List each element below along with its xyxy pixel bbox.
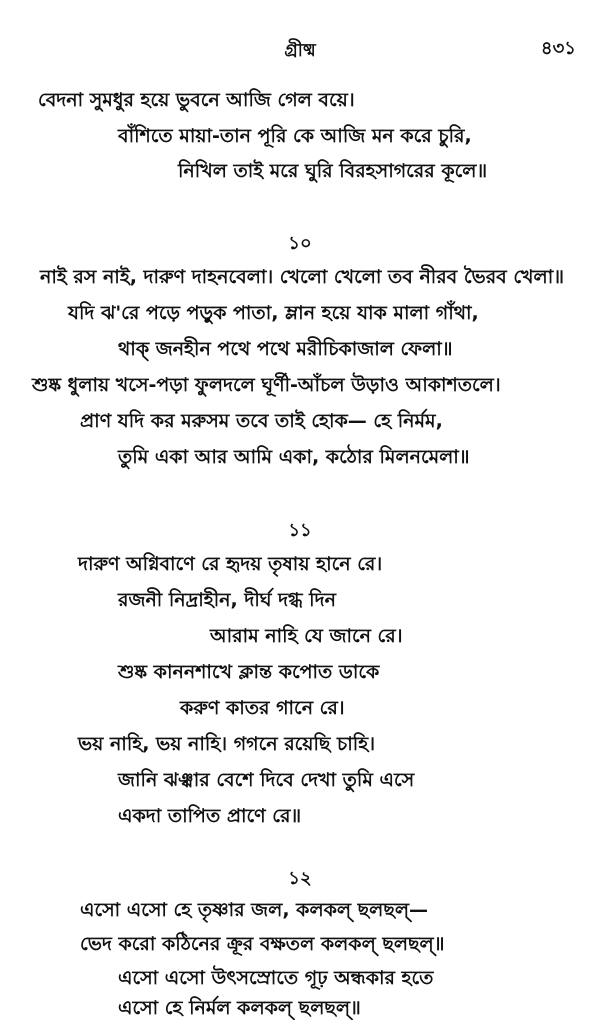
verse-line: একদা তাপিত প্রাণে রে॥ — [118, 805, 302, 827]
verse-line: প্রাণ যদি কর মরুসম তবে তাই হোক— হে নির্মম, — [80, 410, 443, 432]
page-number: ৪৩১ — [540, 38, 576, 59]
verse-line: বাঁশিতে মায়া-তান পূরি কে আজি মন করে চুরি, — [118, 125, 472, 147]
verse-line: যদি ঝ'রে পড়ে পড়ুক পাতা, ম্লান হয়ে যাক মালা গাঁথা, — [68, 302, 479, 324]
song-number: ১০ — [288, 233, 312, 254]
verse-line: শুষ্ক কাননশাখে ক্লান্ত কপোত ডাকে — [118, 661, 380, 683]
verse-line: থাক্‌ জনহীন পথে পথে মরীচিকাজাল ফেলা॥ — [118, 338, 453, 360]
running-header-title: গ্রীষ্ম — [284, 40, 316, 61]
verse-line: শুষ্ক ধুলায় খসে-পড়া ফুলদলে ঘূর্ণী-আঁচল উড়াও আকাশতলে। — [32, 374, 501, 396]
verse-line: এসো এসো হে তৃষ্ণার জল, কলকল্‌ ছলছল্‌— — [80, 899, 429, 921]
verse-line: আরাম নাহি যে জানে রে। — [210, 625, 403, 647]
verse-line: এসো হে নির্মল কলকল্‌ ছলছল্‌॥ — [118, 997, 361, 1019]
song-number: ১১ — [288, 520, 312, 541]
verse-line: জানি ঝঞ্ঝার বেশে দিবে দেখা তুমি এসে — [118, 769, 415, 791]
verse-line: দারুণ অগ্নিবাণে রে হৃদয় তৃষায় হানে রে। — [78, 553, 383, 575]
verse-line: রজনী নিদ্রাহীন, দীর্ঘ দগ্ধ দিন — [118, 589, 336, 611]
verse-line: নাই রস নাই, দারুণ দাহনবেলা। খেলো খেলো তব নীরব ভৈরব খেলা॥ — [40, 266, 564, 288]
verse-line: ভেদ করো কঠিনের ক্রূর বক্ষতল কলকল্‌ ছলছল্‌॥ — [80, 933, 445, 955]
verse-line: এসো এসো উৎসস্রোতে গূঢ় অন্ধকার হতে — [118, 967, 434, 989]
verse-line: নিখিল তাই মরে ঘুরি বিরহসাগরের কূলে॥ — [178, 160, 488, 182]
verse-line: ভয় নাহি, ভয় নাহি। গগনে রয়েছি চাহি। — [78, 733, 376, 755]
song-number: ১২ — [288, 868, 312, 889]
verse-line: করুণ কাতর গানে রে। — [180, 697, 345, 719]
verse-line: তুমি একা আর আমি একা, কঠোর মিলনমেলা॥ — [118, 446, 470, 468]
verse-line: বেদনা সুমধুর হয়ে ভুবনে আজি গেল বয়ে। — [38, 89, 355, 111]
